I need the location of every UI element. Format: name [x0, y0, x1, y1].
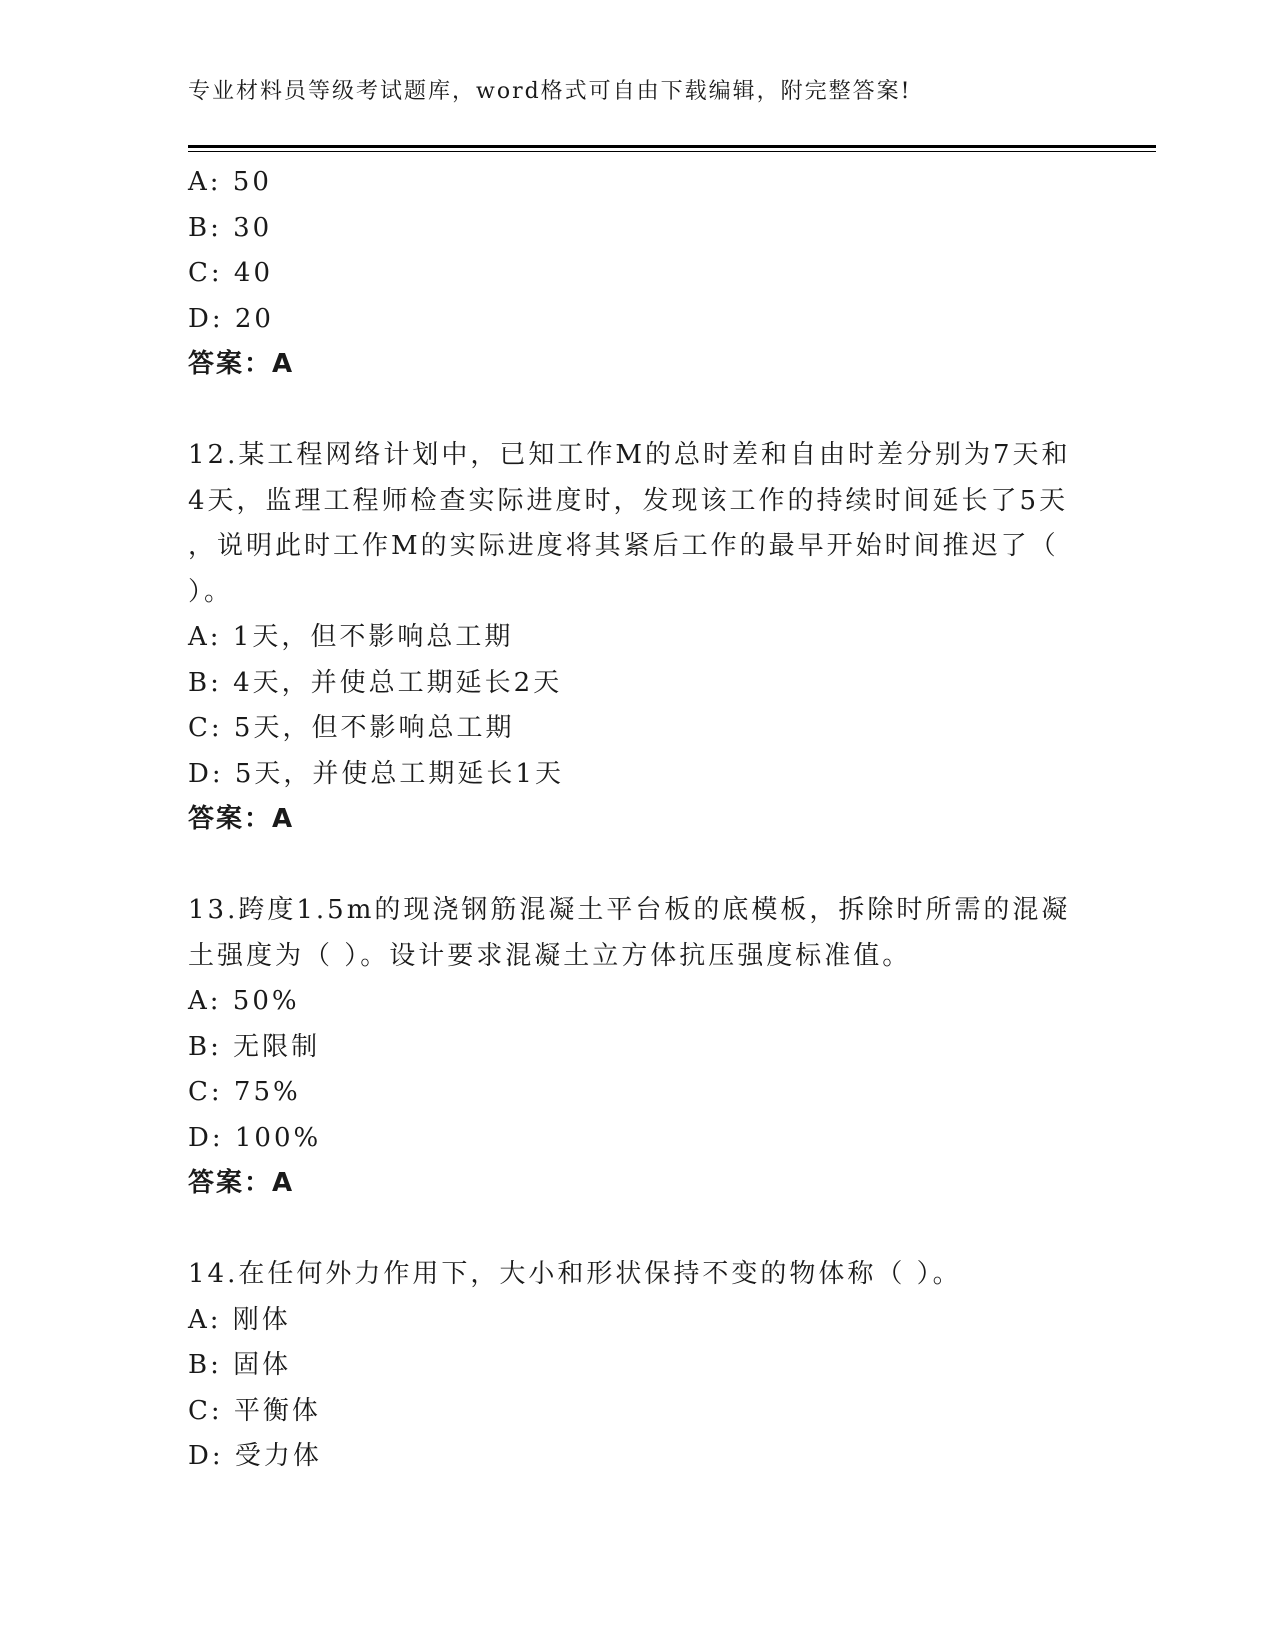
option-b: B: 无限制	[188, 1031, 321, 1062]
option-b: B: 30	[188, 212, 273, 243]
spacer	[188, 388, 1088, 434]
header-rule-thick	[188, 145, 1156, 148]
option-c: C: 平衡体	[188, 1395, 321, 1426]
question-text: 13.跨度1.5m的现浇钢筋混凝土平台板的底模板，拆除时所需的混凝	[188, 895, 1071, 925]
option-b: B: 4天，并使总工期延长2天	[188, 667, 563, 698]
option-c: C: 5天，但不影响总工期	[188, 713, 515, 743]
question-text: 12.某工程网络计划中，已知工作M的总时差和自由时差分别为7天和	[188, 440, 1071, 470]
option-a: A: 1天，但不影响总工期	[188, 622, 514, 652]
option-a: A: 50%	[188, 986, 300, 1016]
option-d: D: 受力体	[188, 1441, 322, 1471]
question-13	[188, 888, 1088, 1207]
question-text: 土强度为（ ）。设计要求混凝土立方体抗压强度标准值。	[188, 940, 912, 971]
answer: 答案：A	[188, 804, 295, 834]
answer: 答案：A	[188, 349, 295, 379]
option-a: A: 刚体	[188, 1304, 291, 1335]
answer: 答案：A	[188, 1168, 295, 1198]
question-text: 14.在任何外力作用下，大小和形状保持不变的物体称（ ）。	[188, 1259, 962, 1289]
option-d: D: 20	[188, 303, 274, 334]
spacer	[188, 843, 1088, 889]
option-c: C: 40	[188, 258, 274, 288]
option-d: D: 5天，并使总工期延长1天	[188, 758, 564, 789]
option-c: C: 75%	[188, 1077, 301, 1107]
question-14	[188, 1252, 1088, 1480]
question-12	[188, 433, 1088, 843]
option-b: B: 固体	[188, 1350, 292, 1380]
page-header: 专业材料员等级考试题库，word格式可自由下载编辑，附完整答案!	[188, 79, 912, 104]
option-d: D: 100%	[188, 1122, 322, 1153]
question-text: 4天，监理工程师检查实际进度时，发现该工作的持续时间延长了5天	[188, 485, 1069, 516]
question-text: ，说明此时工作M的实际进度将其紧后工作的最早开始时间推迟了（	[188, 531, 1059, 561]
question-11-tail	[188, 160, 1088, 388]
spacer	[188, 1207, 1088, 1253]
option-a: A: 50	[188, 167, 272, 197]
question-text: ）。	[188, 576, 234, 607]
header-rule-thin	[188, 151, 1156, 152]
question-list	[188, 160, 1088, 1480]
